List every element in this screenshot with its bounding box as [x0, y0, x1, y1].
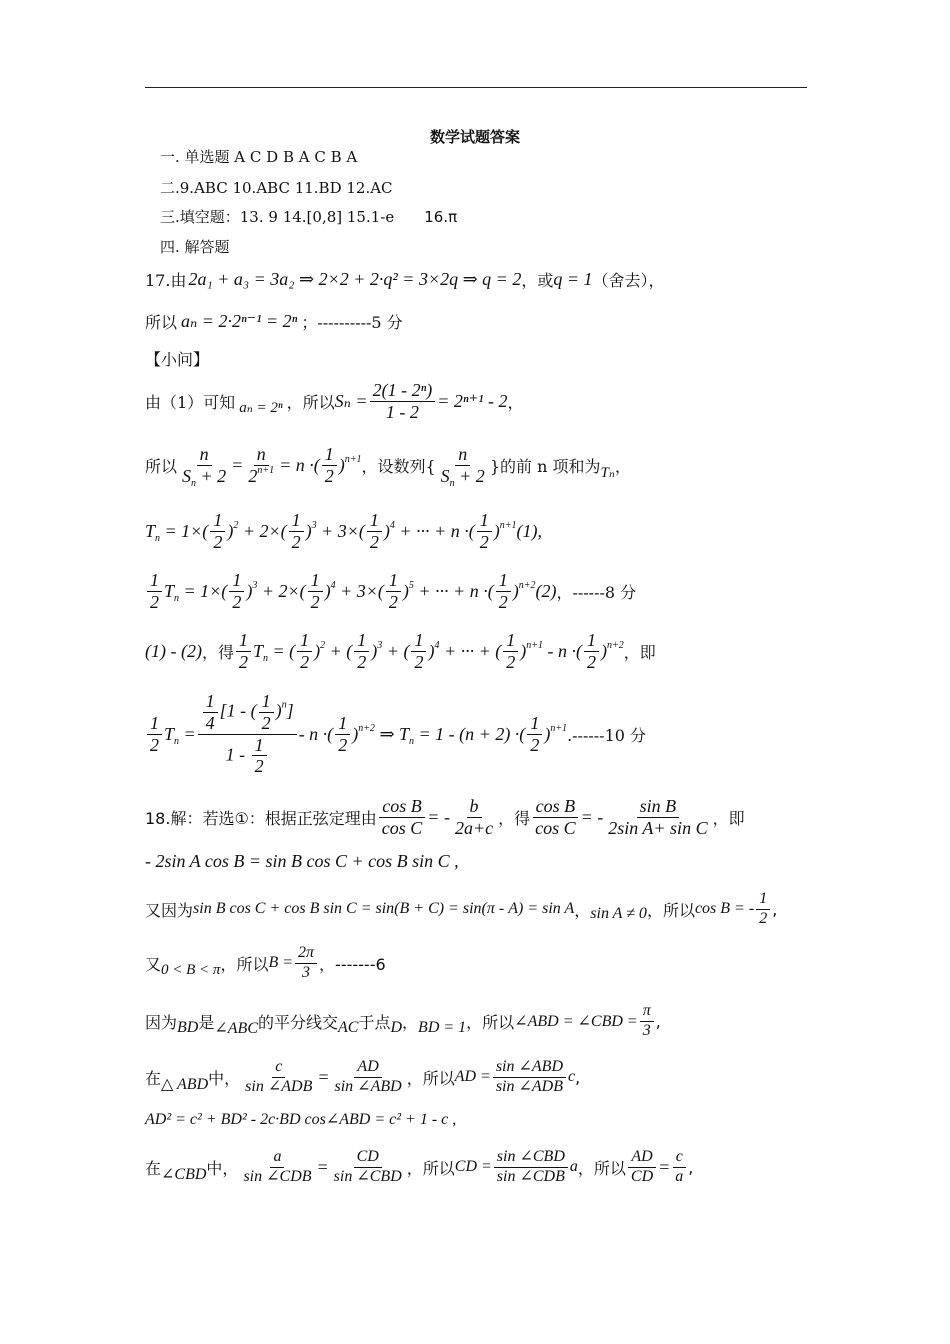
q18-line-8: 在 ∠CBD 中， $\frac{a}{\text{sin ∠CDB}}$ = $\frac{CD}{\text{sin ∠CBD}}$ ，所以 CD = $\frac{\text{sin ∠CBD}}{\text{sin ∠CDB}}$ a ，所以 $\frac{AD}{CD}$ = $\frac{c}{a}$ , — [145, 1148, 694, 1185]
q17-line-8: $\frac{1}{2}$ $T_n$ = $\frac{1}{4}$ [1 - ( $\frac{1}{2}$ )$^n$] 1 - $\frac{1}{2}$ - n ·( $\frac{1}{2}$ )$^{n+2}$ ⇒ $T_n = 1 - (n + 2)$ ·( $\frac{1}{2}$ )$^{n+1}$ .------10 分 — [145, 688, 646, 780]
q18-line-6: 在 △ ABD 中， $\frac{c}{\text{sin ∠ADB}}$ = $\frac{AD}{\text{sin ∠ABD}}$ ，所以 AD = $\frac{\text{sin ∠ABD}}{\text{sin ∠ADB}}$ c , — [145, 1058, 581, 1095]
q18-line-5: 因为 BD 是 ∠ABC 的平分线交 AC 于点 D ， BD = 1 ，所以 ∠ABD = ∠CBD = $\frac{\pi}{3}$ , — [145, 1002, 661, 1039]
section-single-choice: 一. 单选题 A C D B A C B A — [160, 148, 358, 166]
q18-line-3: 又因为 sin B cos C + cos B sin C = sin(B + C) = sin(π - A) = sin A ， sin A ≠ 0 ，所以 cos B = - $\frac{1}{2}$ , — [145, 890, 778, 927]
q18-line-2: - 2sin A cos B = sin B cos C + cos B sin C , — [145, 850, 459, 871]
section-multi-choice: 二.9.ABC 10.ABC 11.BD 12.AC — [160, 179, 393, 197]
q18-line-4: 又 0 < B < π ，所以 B = $\frac{2\pi}{3}$ ，-------6 — [145, 944, 386, 981]
q17-line-6: $\frac{1}{2}$ $T_n = 1\times$( $\frac{1}{2}$ )$^3$ + 2×( $\frac{1}{2}$ )$^4$ + 3×( $\frac{1}{2}$ )$^5$ + ··· + n ·( $\frac{1}{2}$ )$^{n+2}$(2) ，------8 分 — [145, 566, 636, 616]
q17-line-5: $T_n = 1\times$( $\frac{1}{2}$ )$^2$ + 2×( $\frac{1}{2}$ )$^3$ + 3×( $\frac{1}{2}$ )$^4$ + ··· + n ·( $\frac{1}{2}$ )$^{n+1}$(1), — [145, 509, 542, 552]
q17-sum-fraction: $\frac{\text{2(1 - 2ⁿ)}}{1 - 2}$ — [370, 380, 436, 422]
q18-line-7: AD² = c² + BD² - 2c·BD cos∠ABD = c² + 1 - c , — [145, 1111, 457, 1128]
q17-line-7: (1) - (2) ，得 $\frac{1}{2}$ $T_n$ = ( $\frac{1}{2}$ )$^2$ + ( $\frac{1}{2}$ )$^3$ + ( $\frac{1}{2}$ )$^4$ + ··· + ( $\frac{1}{2}$ )$^{n+1}$ - n ·( $\frac{1}{2}$ )$^{n+2}$ ，即 — [145, 629, 656, 672]
page-title: 数学试题答案 — [429, 128, 520, 146]
q17-line-1: 17.由 2a₁ + a₃ = 3a₂ ⇒ 2×2 + 2·q² = 3×2q ⇒ q = 2 ，或 q = 1 （舍去）， — [145, 268, 665, 290]
q17-line-3: 由（1）可知 aₙ = 2ⁿ ，所以 Sₙ = $\frac{\text{2(1 - 2ⁿ)}}{1 - 2}$ = 2ⁿ⁺¹ - 2 ， — [145, 379, 524, 422]
q17-line-2: 所以 aₙ = 2·2ⁿ⁻¹ = 2ⁿ ；----------5 分 — [145, 310, 403, 332]
section-solutions: 四. 解答题 — [160, 238, 230, 256]
q17-line-4: 所以 $\frac{n}{S_n + 2}$ = $\frac{n}{2^{n+1}}$ = n ·( $\frac{1}{2}$ )$^{n+1}$ ，设数列{ $\frac{n}{S_n + 2}$ }的前 n 项和为 Tₙ ， — [145, 443, 631, 489]
q17-subquestion-heading: 【小问】 — [145, 350, 210, 369]
q18-line-1: 18.解：若选①：根据正弦定理由 $\frac{\text{cos B}}{\text{cos C}}$ = - $\frac{b}{2a+c}$ ，得 $\frac{\text{cos B}}{\text{cos C}}$ = - $\frac{\text{sin B}}{\text{2sin A+ sin C}}$ ，即 — [145, 795, 745, 838]
header-rule — [145, 87, 807, 88]
section-fill-blank: 三.填空题：13. 9 14.[0,8] 15.1-e 16.π — [160, 208, 458, 226]
